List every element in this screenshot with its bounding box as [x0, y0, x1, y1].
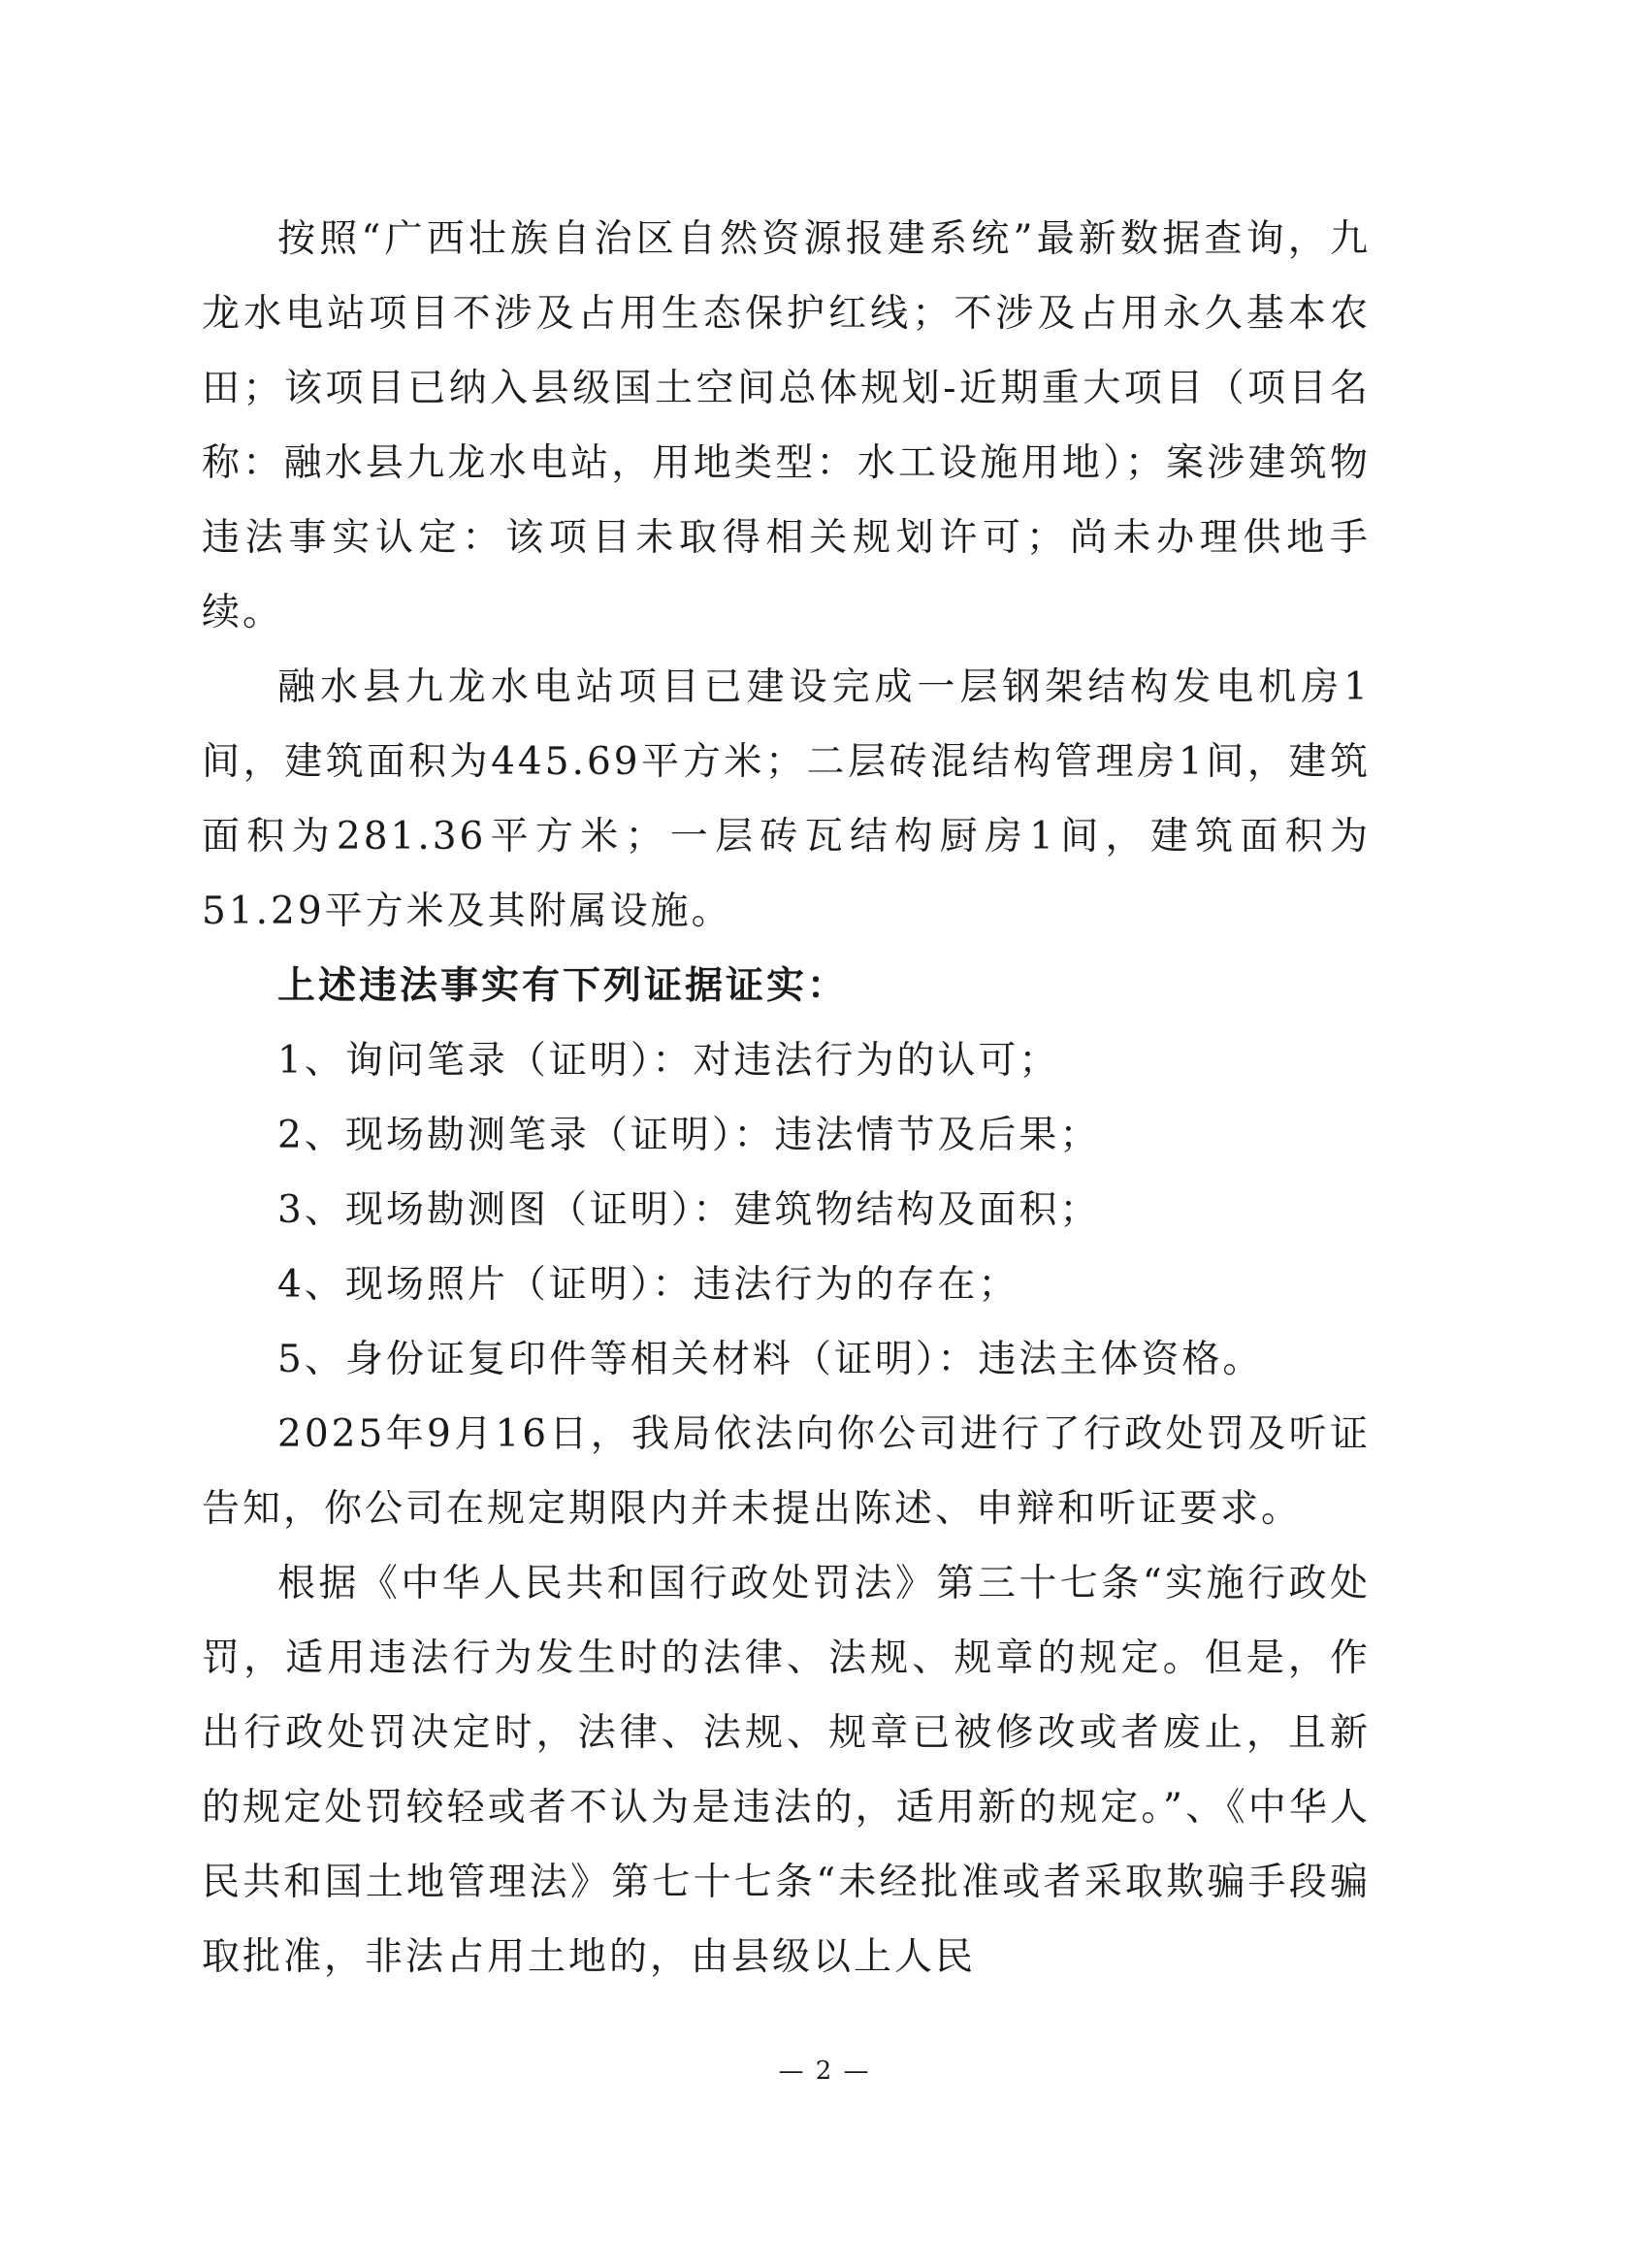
paragraph-legal-basis: 根据《中华人民共和国行政处罚法》第三十七条“实施行政处罚，适用违法行为发生时的法律、法规、规章的规定。但是，作出行政处罚决定时，法律、法规、规章已被修改或者废止，且新的规定处罚较轻或者不认为是违法的，适用新的规定。”、《中华人民共和国土地管理法》第七十七条“未经批准或者采取欺骗手段骗取批准，非法占用土地的，由县级以上人民	[202, 1562, 1371, 1979]
paragraph-buildings: 融水县九龙水电站项目已建设完成一层钢架结构发电机房1间，建筑面积为445.69平方米；二层砖混结构管理房1间，建筑面积为281.36平方米；一层砖瓦结构厨房1间，建筑面积为51.29平方米及其附属设施。	[202, 665, 1371, 933]
evidence-item: 4、现场照片（证明）：违法行为的存在；	[277, 1263, 1019, 1307]
evidence-list	[202, 1023, 1371, 1397]
paragraph-hearing-notice: 2025年9月16日，我局依法向你公司进行了行政处罚及听证告知，你公司在规定期限内并未提出陈述、申辩和听证要求。	[202, 1412, 1371, 1531]
paragraph-land-query: 按照“广西壮族自治区自然资源报建系统”最新数据查询，九龙水电站项目不涉及占用生态保护红线；不涉及占用永久基本农田；该项目已纳入县级国土空间总体规划-近期重大项目（项目名称：融水县九龙水电站，用地类型：水工设施用地）；案涉建筑物违法事实认定：该项目未取得相关规划许可；尚未办理供地手续。	[202, 217, 1371, 634]
evidence-item: 1、询问笔录（证明）：对违法行为的认可；	[277, 1039, 1060, 1083]
evidence-item: 3、现场勘测图（证明）：建筑物结构及面积；	[277, 1188, 1101, 1232]
evidence-item: 2、现场勘测笔录（证明）：违法情节及后果；	[277, 1114, 1101, 1157]
evidence-heading: 上述违法事实有下列证据证实：	[277, 963, 849, 1008]
evidence-item: 5、身份证复印件等相关材料（证明）：违法主体资格。	[277, 1338, 1264, 1381]
page-number: — 2 —	[778, 2057, 871, 2086]
document-body	[202, 202, 1371, 1994]
